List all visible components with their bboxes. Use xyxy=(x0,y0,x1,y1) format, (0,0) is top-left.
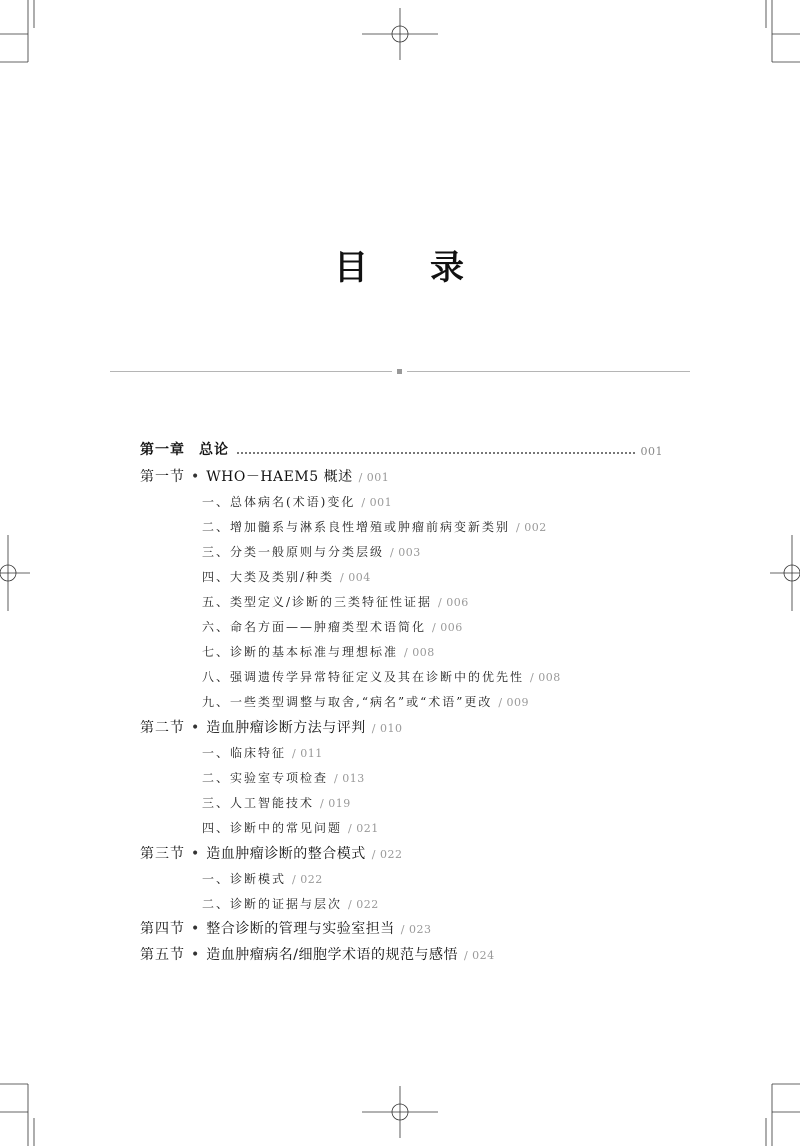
chapter-page: 001 xyxy=(640,445,663,458)
item-text: 五、类型定义/诊断的三类特征性证据 xyxy=(202,595,433,609)
item-text: 四、诊断中的常见问题 xyxy=(202,821,343,835)
item-text: 八、强调遗传学异常特征定义及其在诊断中的优先性 xyxy=(202,670,525,684)
section-title: WHO－HAEM5 概述 xyxy=(206,469,353,485)
item-page: / 011 xyxy=(292,747,323,760)
toc-item[interactable] xyxy=(202,496,392,508)
toc-item[interactable] xyxy=(202,898,379,910)
title-char-2: 录 xyxy=(430,248,466,288)
page-title xyxy=(0,240,800,289)
item-text: 二、实验室专项检查 xyxy=(202,771,329,785)
item-text: 二、诊断的证据与层次 xyxy=(202,897,343,911)
item-text: 一、总体病名(术语)变化 xyxy=(202,495,356,509)
toc-item[interactable] xyxy=(202,621,463,633)
section-title: 造血肿瘤病名/细胞学术语的规范与感悟 xyxy=(206,947,458,963)
section-label: 第一节 xyxy=(140,469,185,485)
item-text: 三、人工智能技术 xyxy=(202,796,315,810)
toc-item[interactable] xyxy=(202,797,351,809)
section-page: / 001 xyxy=(358,471,390,484)
section-page: / 023 xyxy=(400,923,432,936)
toc-item[interactable] xyxy=(202,747,323,759)
item-text: 一、临床特征 xyxy=(202,746,287,760)
item-text: 六、命名方面——肿瘤类型术语简化 xyxy=(202,620,427,634)
bullet: • xyxy=(191,469,200,485)
toc-item[interactable] xyxy=(202,546,421,558)
toc-section-3[interactable] xyxy=(140,847,402,861)
toc-item[interactable] xyxy=(202,571,371,583)
toc-section-1[interactable] xyxy=(140,470,389,484)
item-page: / 008 xyxy=(530,671,561,684)
item-page: / 006 xyxy=(438,596,469,609)
toc-section-4[interactable] xyxy=(140,922,431,936)
item-page: / 022 xyxy=(348,898,379,911)
item-text: 七、诊断的基本标准与理想标准 xyxy=(202,645,399,659)
toc-item[interactable] xyxy=(202,822,379,834)
toc-item[interactable] xyxy=(202,596,469,608)
toc-item[interactable] xyxy=(202,772,365,784)
section-label: 第四节 xyxy=(140,921,185,937)
item-page: / 019 xyxy=(320,797,351,810)
dot-leader xyxy=(237,452,635,454)
toc-item[interactable] xyxy=(202,521,547,533)
section-page: / 024 xyxy=(463,949,495,962)
section-title: 造血肿瘤诊断方法与评判 xyxy=(206,720,366,736)
section-title: 整合诊断的管理与实验室担当 xyxy=(206,921,395,937)
item-text: 一、诊断模式 xyxy=(202,872,287,886)
item-page: / 022 xyxy=(292,873,323,886)
section-label: 第三节 xyxy=(140,846,185,862)
bullet: • xyxy=(191,846,200,862)
section-page: / 022 xyxy=(371,848,403,861)
section-page: / 010 xyxy=(371,722,403,735)
item-page: / 008 xyxy=(404,646,435,659)
item-page: / 003 xyxy=(390,546,421,559)
toc-section-2[interactable] xyxy=(140,721,402,735)
item-text: 三、分类一般原则与分类层级 xyxy=(202,545,385,559)
item-text: 二、增加髓系与淋系良性增殖或肿瘤前病变新类别 xyxy=(202,520,511,534)
item-page: / 006 xyxy=(432,621,463,634)
chapter-name: 总论 xyxy=(199,442,229,458)
section-title: 造血肿瘤诊断的整合模式 xyxy=(206,846,366,862)
chapter-label: 第一章 xyxy=(140,442,185,458)
toc-item[interactable] xyxy=(202,873,323,885)
item-text: 四、大类及类别/种类 xyxy=(202,570,335,584)
toc-section-5[interactable] xyxy=(140,948,495,962)
item-page: / 013 xyxy=(334,772,365,785)
item-page: / 001 xyxy=(361,496,393,509)
item-page: / 002 xyxy=(516,521,547,534)
item-text: 九、一些类型调整与取舍,“病名”或“术语”更改 xyxy=(202,695,493,709)
section-label: 第五节 xyxy=(140,947,185,963)
toc-item[interactable] xyxy=(202,646,435,658)
item-page: / 004 xyxy=(340,571,371,584)
bullet: • xyxy=(191,947,200,963)
bullet: • xyxy=(191,921,200,937)
item-page: / 009 xyxy=(498,696,530,709)
item-page: / 021 xyxy=(348,822,379,835)
title-divider xyxy=(110,371,690,373)
toc-chapter[interactable] xyxy=(140,443,663,457)
bullet: • xyxy=(191,720,200,736)
title-char-1: 目 xyxy=(334,248,370,288)
section-label: 第二节 xyxy=(140,720,185,736)
toc-item[interactable] xyxy=(202,671,561,683)
toc-item[interactable] xyxy=(202,696,529,708)
